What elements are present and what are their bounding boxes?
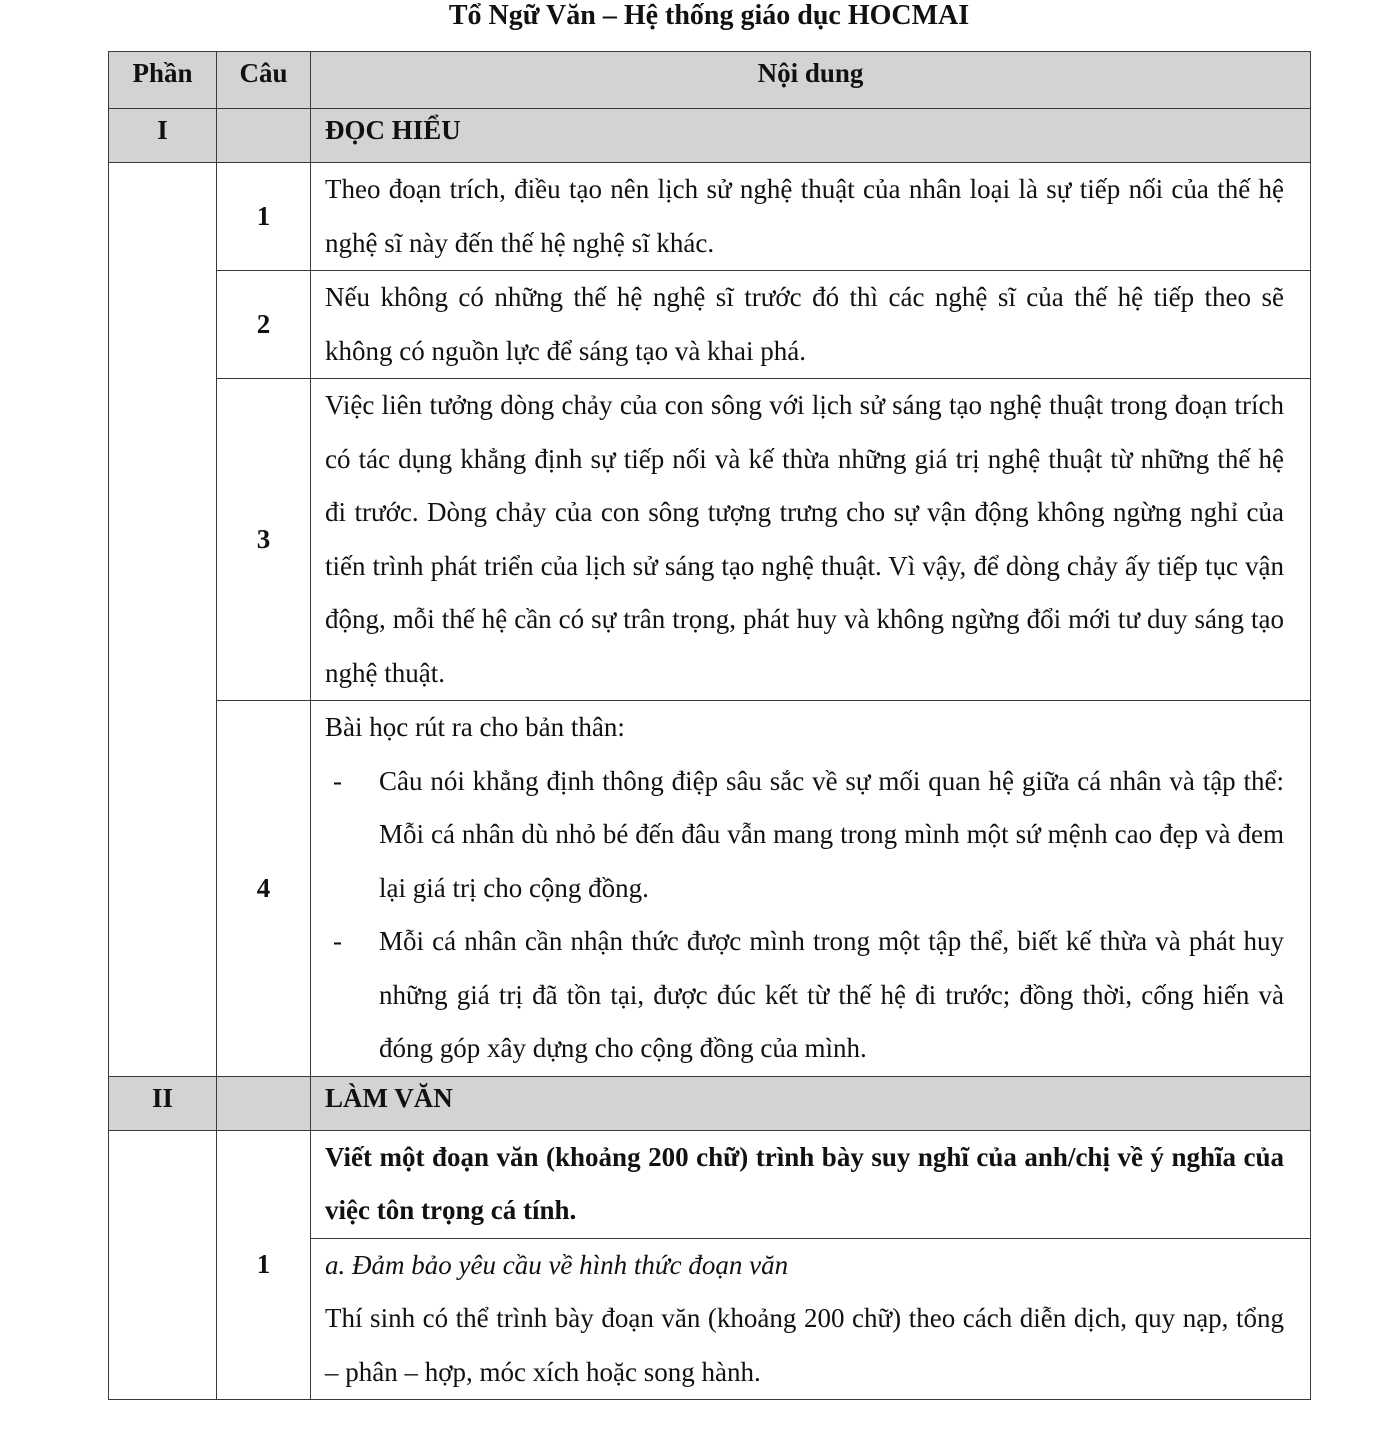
answer-text <box>311 271 1311 379</box>
answer-paragraph: Theo đoạn trích, điều tạo nên lịch sử nghệ thuật của nhân loại là sự tiếp nối của thế hệ nghệ sĩ này đến thế hệ nghệ sĩ khác. <box>325 174 1284 258</box>
answer-text <box>311 379 1311 701</box>
essay-prompt <box>311 1130 1311 1238</box>
section-number: I <box>109 109 217 163</box>
table-row <box>109 701 1311 1077</box>
bullet-item <box>325 915 1284 1076</box>
question-number: 1 <box>217 1130 311 1400</box>
question-number: 3 <box>217 379 311 701</box>
prompt-paragraph: Viết một đoạn văn (khoảng 200 chữ) trình bày suy nghĩ của anh/chị về ý nghĩa của việc tôn trọng cá tính. <box>325 1141 1284 1225</box>
criteria-heading: a. Đảm bảo yêu cầu về hình thức đoạn văn <box>325 1249 789 1280</box>
section-empty-cell <box>217 1076 311 1130</box>
part-empty-cell <box>109 163 217 1077</box>
answer-text <box>311 701 1311 1077</box>
section-row-lam-van <box>109 1076 1311 1130</box>
question-number: 2 <box>217 271 311 379</box>
answer-paragraph: Việc liên tưởng dòng chảy của con sông với lịch sử sáng tạo nghệ thuật trong đoạn trích có tác dụng khẳng định sự tiếp nối và kế thừa những giá trị nghệ thuật từ những thế hệ đi trước. Dòng chảy của con sông tượng trưng cho sự vận động không ngừng nghỉ của tiến trình phát triển của lịch sử sáng tạo nghệ thuật. Vì vậy, để dòng chảy ấy tiếp tục vận động, mỗi thế hệ cần có sự trân trọng, phát huy và không ngừng đổi mới tư duy sáng tạo nghệ thuật. <box>325 390 1284 688</box>
answer-intro: Bài học rút ra cho bản thân: <box>325 712 625 742</box>
header-question: Câu <box>217 52 311 109</box>
table-row <box>109 271 1311 379</box>
answer-key-table <box>108 51 1311 1400</box>
criteria-cell <box>311 1238 1311 1400</box>
bullet-text: Câu nói khẳng định thông điệp sâu sắc về sự mối quan hệ giữa cá nhân và tập thể: Mỗi cá nhân dù nhỏ bé đến đâu vẫn mang trong mình một sứ mệnh cao đẹp và đem lại giá trị cho cộng đồng. <box>379 765 1284 903</box>
dash-bullet-icon: - <box>333 926 342 956</box>
table-row <box>109 1130 1311 1238</box>
bullet-item <box>325 755 1284 916</box>
table-row <box>109 163 1311 271</box>
bullet-list <box>325 755 1284 1076</box>
dash-bullet-icon: - <box>333 765 342 796</box>
section-empty-cell <box>217 109 311 163</box>
section-number: II <box>109 1076 217 1130</box>
criteria-text: Thí sinh có thể trình bày đoạn văn (khoảng 200 chữ) theo cách diễn dịch, quy nạp, tổng – phân – hợp, móc xích hoặc song hành. <box>325 1303 1284 1387</box>
document-title: Tổ Ngữ Văn – Hệ thống giáo dục HOCMAI <box>448 0 970 31</box>
part-empty-cell <box>109 1130 217 1400</box>
question-number: 1 <box>217 163 311 271</box>
answer-paragraph: Nếu không có những thế hệ nghệ sĩ trước đó thì các nghệ sĩ của thế hệ tiếp theo sẽ không có nguồn lực để sáng tạo và khai phá. <box>325 282 1284 366</box>
table-row <box>109 379 1311 701</box>
question-number: 4 <box>217 701 311 1077</box>
header-part: Phần <box>109 52 217 109</box>
header-content: Nội dung <box>311 52 1311 109</box>
answer-text <box>311 163 1311 271</box>
table-header-row <box>109 52 1311 109</box>
bullet-text: Mỗi cá nhân cần nhận thức được mình trong một tập thể, biết kế thừa và phát huy những giá trị đã tồn tại, được đúc kết từ thế hệ đi trước; đồng thời, cống hiến và đóng góp xây dựng cho cộng đồng của mình. <box>379 926 1284 1063</box>
section-title: ĐỌC HIỂU <box>311 109 1311 163</box>
section-title: LÀM VĂN <box>311 1076 1311 1130</box>
section-row-doc-hieu <box>109 109 1311 163</box>
